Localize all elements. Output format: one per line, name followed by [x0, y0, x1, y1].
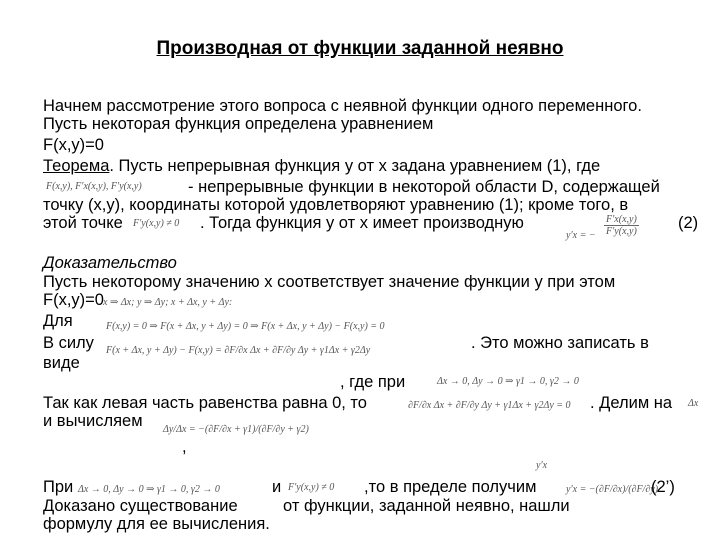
formula-eq2: F(x + Δx, y + Δy) − F(x,y) = ∂F/∂x Δx + ∂F/∂y Δy + γ1Δx + γ2Δy — [106, 345, 371, 356]
text-line-18b: и — [272, 478, 282, 496]
formula-ratio: Δy/Δx = −(∂F/∂x + γ1)/(∂F/∂y + γ2) — [163, 424, 309, 435]
text-line-14: , где при — [340, 373, 406, 391]
formula-nonzero: F′y(x,y) ≠ 0 — [133, 218, 180, 229]
formula-deriv-lhs: y′x = − — [566, 230, 596, 241]
formula-yx: y′x — [536, 460, 548, 471]
text-line-2: Пусть некоторая функция определена уравнением — [43, 115, 434, 133]
text-line-18a: При — [43, 478, 74, 496]
formula-eq1: F(x,y) = 0 ⇒ F(x + Δx, y + Δy) = 0 ⇒ F(x + Δx, y + Δy) − F(x,y) = 0 — [106, 321, 385, 332]
text-line-20: формулу для ее вычисления. — [43, 515, 270, 533]
equation-number-2-prime: (2’) — [651, 478, 675, 496]
theorem-line — [43, 157, 600, 176]
theorem-word: Теорема — [43, 157, 110, 175]
equation-number-2: (2) — [678, 214, 699, 232]
formula-increments: x ⇒ Δx; y ⇒ Δy; x + Δx, y + Δy: — [103, 297, 233, 308]
text-line-7a: этой точке — [43, 214, 123, 232]
formula-final: y′x = −(∂F/∂x)/(∂F/∂y) — [566, 484, 659, 495]
text-line-15a: Так как левая часть равенства равна 0, то — [43, 394, 367, 412]
theorem-text: . Пусть непрерывная функция y от x задана уравнением (1), где — [109, 157, 601, 175]
comma: , — [182, 438, 187, 456]
text-line-5: - непрерывные функции в некоторой области D, содержащей — [188, 178, 660, 196]
text-line-6: точку (x,y), координаты которой удовлетворяют уравнению (1); кроме того, в — [43, 196, 629, 214]
formula-nonzero-2: F′y(x,y) ≠ 0 — [288, 482, 335, 493]
formula-deriv-num: F′x(x,y) — [606, 214, 637, 225]
text-line-19a: Доказано существование — [43, 497, 238, 515]
text-line-13: виде — [43, 354, 80, 372]
formula-eq3: ∂F/∂x Δx + ∂F/∂y Δy + γ1Δx + γ2Δy = 0 — [408, 400, 571, 411]
text-line-15b: . Делим на — [590, 394, 673, 412]
text-line-11: Для — [43, 312, 73, 330]
formula-deriv-den: F′y(x,y) — [606, 226, 637, 237]
text-line-3: F(x,y)=0 — [43, 136, 104, 154]
text-line-7b: . Тогда функция y от x имеет производную — [200, 214, 524, 232]
proof-heading: Доказательство — [43, 254, 177, 272]
formula-limits-1: Δx → 0, Δy → 0 ⇒ γ1 → 0, γ2 → 0 — [437, 376, 579, 387]
formula-partials: F(x,y), F′x(x,y), F′y(x,y) — [46, 181, 142, 192]
text-line-12a: В силу — [43, 334, 94, 352]
text-line-19b: от функции, заданной неявно, нашли — [283, 497, 570, 515]
text-line-12b: . Это можно записать в — [471, 334, 649, 352]
text-line-9: Пусть некоторому значению x соответствует значение функции y при этом — [43, 273, 616, 291]
formula-deriv-fraction — [604, 214, 639, 237]
formula-dx-small: Δx — [688, 398, 699, 409]
text-line-10: F(x,y)=0 — [43, 291, 104, 309]
text-line-1: Начнем рассмотрение этого вопроса с неявной функции одного переменного. — [43, 97, 642, 115]
text-line-18c: ,то в пределе получим — [364, 478, 537, 496]
text-line-16: и вычисляем — [43, 412, 143, 430]
page-title: Производная от функции заданной неявно — [156, 38, 564, 59]
formula-limits-2: Δx → 0, Δy → 0 ⇒ γ1 → 0, γ2 → 0 — [78, 484, 220, 495]
